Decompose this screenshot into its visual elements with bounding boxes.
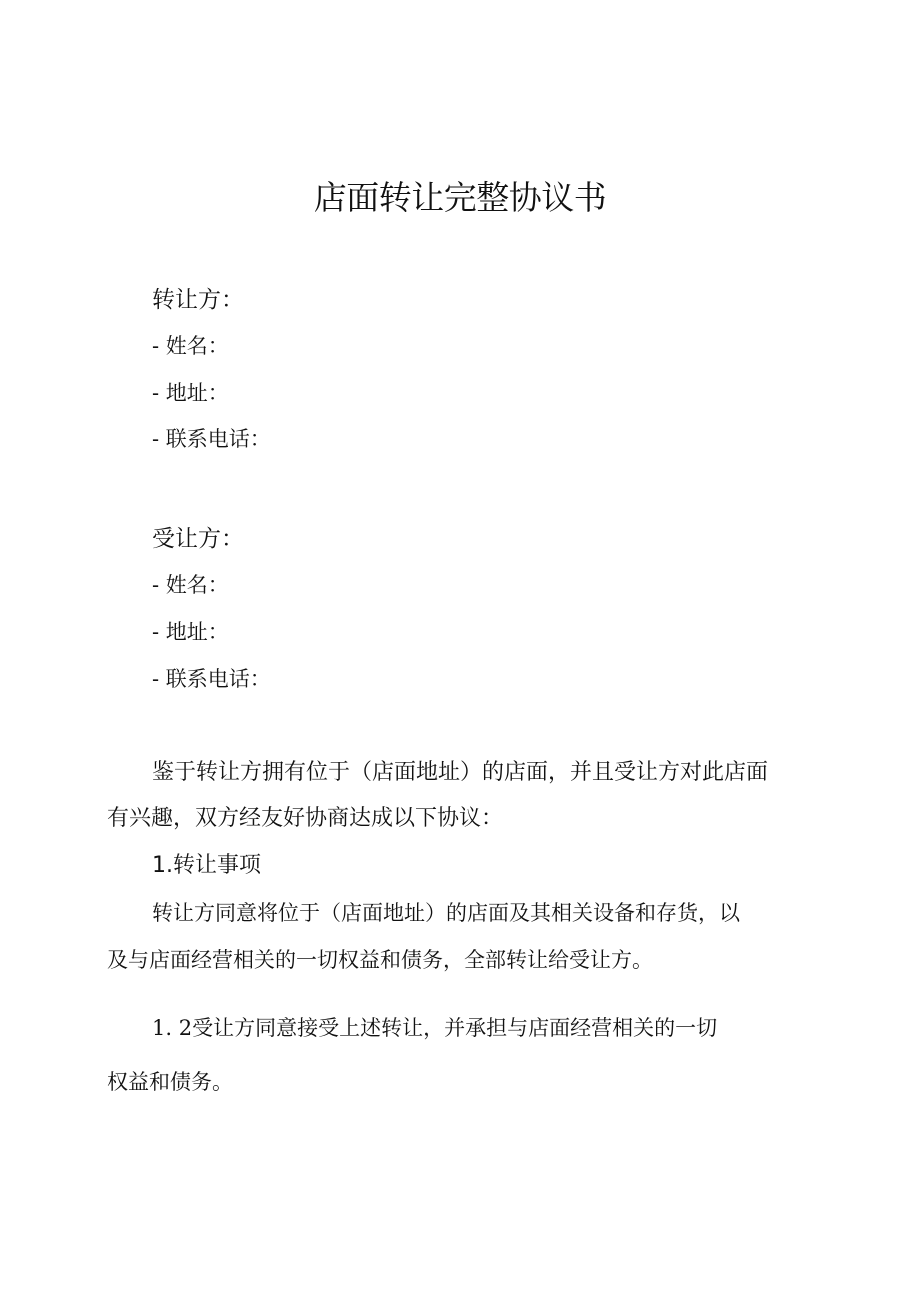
section-1-heading: 1.转让事项 — [152, 853, 261, 878]
document-title: 店面转让完整协议书 — [313, 178, 607, 217]
preamble-line-2: 有兴趣，双方经友好协商达成以下协议： — [107, 806, 504, 831]
transferee-address-field: - 地址： — [152, 620, 229, 644]
transferee-heading: 受让方： — [152, 526, 244, 552]
transferor-heading: 转让方： — [152, 287, 244, 313]
transferee-name-field: - 姓名： — [152, 573, 229, 597]
section-1-para-1-line-2: 及与店面经营相关的一切权益和债务，全部转让给受让方。 — [107, 948, 653, 972]
section-1-para-2-line-2: 权益和债务。 — [107, 1070, 233, 1094]
preamble-line-1: 鉴于转让方拥有位于（店面地址）的店面，并且受让方对此店面 — [152, 760, 769, 785]
transferor-name-field: - 姓名： — [152, 334, 229, 358]
transferor-phone-field: - 联系电话： — [152, 427, 271, 451]
transferor-address-field: - 地址： — [152, 381, 229, 405]
section-1-para-2-line-1: 1. 2受让方同意接受上述转让，并承担与店面经营相关的一切 — [152, 1016, 718, 1040]
transferee-phone-field: - 联系电话： — [152, 667, 271, 691]
section-1-para-1-line-1: 转让方同意将位于（店面地址）的店面及其相关设备和存货，以 — [152, 901, 740, 925]
